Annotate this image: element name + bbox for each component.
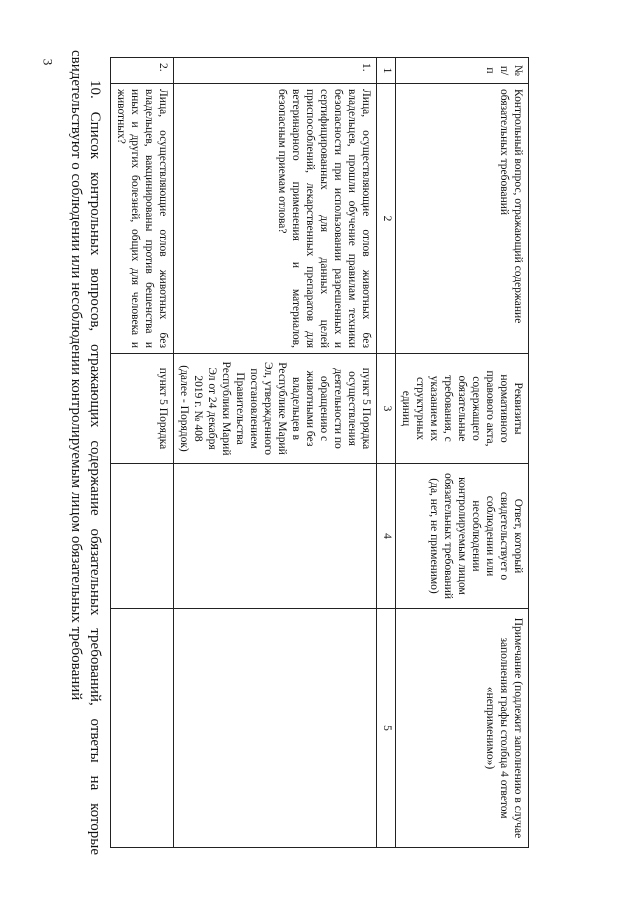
heading-line-1: 10. Список контрольных вопросов, отражающих содержание обязательных требований, ответы на которые xyxy=(87,80,103,855)
column-number: 3 xyxy=(377,354,396,464)
checklist-table xyxy=(110,57,529,848)
column-number: 1 xyxy=(377,58,396,84)
table-row xyxy=(111,58,174,848)
row-number: 1. xyxy=(174,58,377,84)
row-note xyxy=(111,609,174,848)
row-answer xyxy=(174,464,377,609)
column-number-row xyxy=(377,58,396,848)
row-answer xyxy=(111,464,174,609)
header-answer: Ответ, который свидетельствует о соблюдении или несоблюдении контролируемым лицом обязательных требований (да, нет, не применимо) xyxy=(396,464,529,609)
header-note: Примечание (подлежит заполнению в случае заполнения графы столбца 4 ответом «неприменимо») xyxy=(396,609,529,848)
row-requisites: пункт 5 Порядка xyxy=(111,354,174,464)
row-note xyxy=(174,609,377,848)
section-heading xyxy=(66,50,104,855)
header-question: Контрольный вопрос, отражающий содержание обязательных требований xyxy=(396,84,529,354)
column-number: 2 xyxy=(377,84,396,354)
column-number: 4 xyxy=(377,464,396,609)
header-requisites: Реквизиты нормативного правового акта, содержащего обязательные требования, с указанием их структурных единиц xyxy=(396,354,529,464)
page-number: 3 xyxy=(40,58,56,66)
header-number: № п/п xyxy=(396,58,529,84)
row-number: 2. xyxy=(111,58,174,84)
heading-line-2: свидетельствуют о соблюдении или несоблюдении контролируемым лицом обязательных требований xyxy=(68,50,84,701)
row-requisites: пункт 5 Порядка осуществления деятельности по обращению с животными без владельцев в Республике Марий Эл, утвержденного постановлением Правительства Республики Марий Эл от 24 декабря 2019 г. № 408 (далее - Порядок) xyxy=(174,354,377,464)
column-number: 5 xyxy=(377,609,396,848)
table-row xyxy=(174,58,377,848)
row-question: Лица, осуществляющие отлов животных без владельцев, вакцинированы против бешенства и иных и других болезней, общих для человека и животных? xyxy=(111,84,174,354)
row-question: Лица, осуществляющие отлов животных без владельцев, прошли обучение правилам техники безопасности при использовании разрешенных и сертифицированных для данных целей приспособлений, лекарственных препаратов для ветеринарного применения и материалов, безопасным приемам отлова? xyxy=(174,84,377,354)
table-header-row xyxy=(396,58,529,848)
